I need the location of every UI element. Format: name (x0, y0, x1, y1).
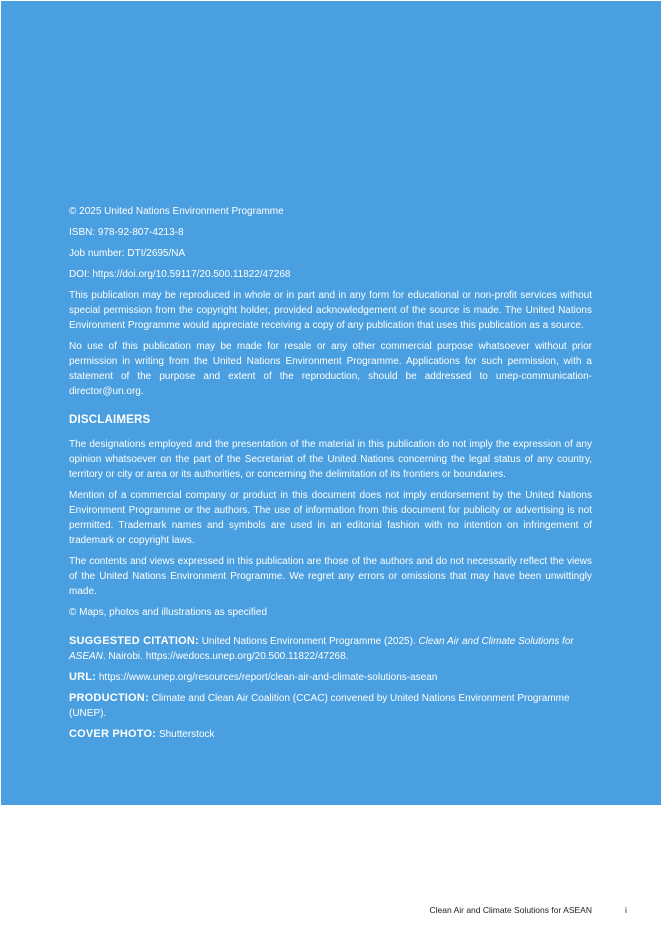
cover-photo-label: COVER PHOTO: (69, 728, 157, 740)
disclaimers-heading: DISCLAIMERS (69, 414, 151, 426)
production-label: PRODUCTION: (69, 692, 149, 704)
doi-line: DOI: https://doi.org/10.59117/20.500.11822/47268 (69, 269, 291, 280)
isbn-line: ISBN: 978-92-807-4213-8 (69, 227, 184, 238)
disclaimer-paragraph: The contents and views expressed in this publication are those of the authors and do not necessarily reflect the views of the United Nations Environment Programme. We regret any errors or omissions that may have been unwittingly made. (69, 556, 592, 597)
cover-photo-line (69, 727, 592, 742)
cover-photo-value: Shutterstock (158, 729, 215, 740)
maps-note: © Maps, photos and illustrations as specified (69, 607, 268, 618)
copyright-line: © 2025 United Nations Environment Programme (69, 206, 284, 217)
imprint-content (69, 204, 592, 748)
disclaimer-paragraph: Mention of a commercial company or product in this document does not imply endorsement by the United Nations Environment Programme or the authors. The use of information from this document for publicity or advertising is not permitted. Trademark names and symbols are used in an editorial fashion with no intention on infringement of trademark or copyright laws. (69, 490, 592, 546)
suggested-citation (69, 634, 592, 664)
production-line (69, 691, 592, 721)
citation-title: Clean Air and Climate Solutions for ASEAN (69, 636, 574, 662)
url-value[interactable]: https://www.unep.org/resources/report/clean-air-and-climate-solutions-asean (98, 672, 438, 683)
reproduction-paragraph: This publication may be reproduced in whole or in part and in any form for educational or non-profit services without special permission from the copyright holder, provided acknowledgement of the source is made. The United Nations Environment Programme would appreciate receiving a copy of any publication that uses this publication as a source. (69, 290, 592, 331)
production-value: Climate and Clean Air Coalition (CCAC) convened by United Nations Environment Programme (UNEP). (69, 693, 570, 719)
running-footer-title: Clean Air and Climate Solutions for ASEAN (429, 905, 592, 915)
citation-label: SUGGESTED CITATION: (69, 635, 199, 647)
page-number: i (625, 905, 627, 915)
commercial-use-paragraph: No use of this publication may be made for resale or any other commercial purpose whatsoever without prior permission in writing from the United Nations Environment Programme. Applications for such permission, with a statement of the purpose and extent of the reproduction, should be addressed to unep-communication-director@un.org. (69, 341, 592, 397)
url-line (69, 670, 592, 685)
job-number-line: Job number: DTI/2695/NA (69, 248, 186, 259)
url-label: URL: (69, 671, 97, 683)
citation-text-after: . Nairobi. https://wedocs.unep.org/20.500.11822/47268. (102, 651, 349, 662)
disclaimer-paragraph: The designations employed and the presentation of the material in this publication do not imply the expression of any opinion whatsoever on the part of the Secretariat of the United Nations concerning the legal status of any country, territory or city or area or its authorities, or concerning the delimitation of its frontiers or boundaries. (69, 439, 592, 480)
citation-text-before: United Nations Environment Programme (2025). (201, 636, 419, 647)
